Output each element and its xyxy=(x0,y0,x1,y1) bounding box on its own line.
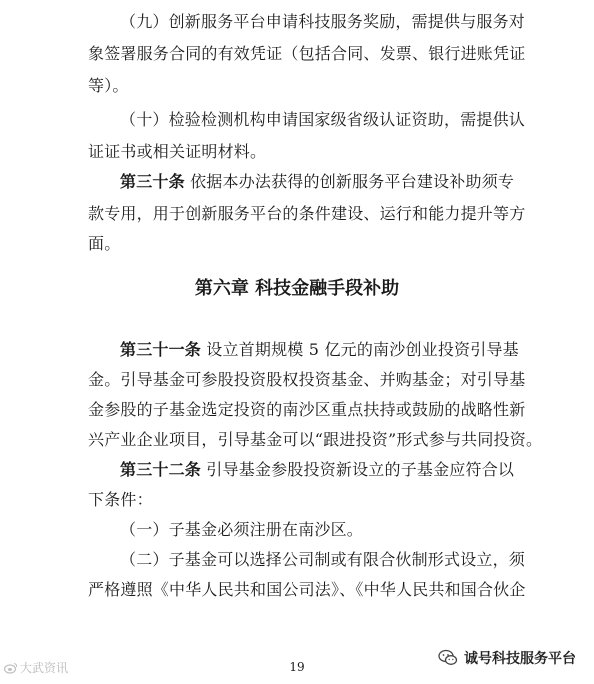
paragraph-line: 下条件： xyxy=(88,490,153,509)
watermark-right xyxy=(438,648,576,668)
paragraph-line: 款专用，用于创新服务平台的条件建设、运行和能力提升等方 xyxy=(88,204,526,223)
paragraph-line: 等）。 xyxy=(88,76,129,95)
watermark-left-text: 大武资讯 xyxy=(20,661,69,675)
paragraph-line: 金。引导基金可参股投资股权投资基金、并购基金；对引导基 xyxy=(88,370,526,389)
paragraph-line: （九）创新服务平台申请科技服务奖励，需提供与服务对 xyxy=(120,12,526,31)
article-30-line: 第三十条 依据本办法获得的创新服务平台建设补助须专 xyxy=(120,172,515,191)
paragraph-line: （二）子基金可以选择公司制或有限合伙制形式设立，须 xyxy=(120,550,526,569)
article-32-label: 第三十二条 xyxy=(120,460,202,479)
chapter-heading: 第六章 科技金融手段补助 xyxy=(194,278,400,299)
paragraph-line: 证证书或相关证明材料。 xyxy=(88,142,267,161)
paragraph-line: 兴产业企业项目，引导基金可以“跟进投资”形式参与共同投资。 xyxy=(88,430,543,449)
article-32-line: 第三十二条 引导基金参股投资新设立的子基金应符合以 xyxy=(120,460,515,479)
wechat-icon xyxy=(438,649,458,667)
page-number: 19 xyxy=(289,660,305,674)
paragraph-line: （一）子基金必须注册在南沙区。 xyxy=(120,520,364,539)
watermark-right-text: 诚号科技服务平台 xyxy=(464,651,576,667)
paragraph-line: 象签署服务合同的有效凭证（包括合同、发票、银行进账凭证 xyxy=(88,44,526,63)
paragraph-line: 面。 xyxy=(88,234,121,253)
weibo-icon xyxy=(4,662,18,674)
paragraph-line: （十）检验检测机构申请国家级省级认证资助，需提供认 xyxy=(120,110,526,129)
article-31-line: 第三十一条 设立首期规模 5 亿元的南沙创业投资引导基 xyxy=(120,340,519,359)
watermark-left xyxy=(4,659,68,676)
article-31-label: 第三十一条 xyxy=(120,340,202,359)
paragraph-line: 金参股的子基金选定投资的南沙区重点扶持或鼓励的战略性新 xyxy=(88,400,526,419)
article-30-label: 第三十条 xyxy=(120,172,185,191)
paragraph-line: 严格遵照《中华人民共和国公司法》、《中华人民共和国合伙企 xyxy=(88,580,526,599)
